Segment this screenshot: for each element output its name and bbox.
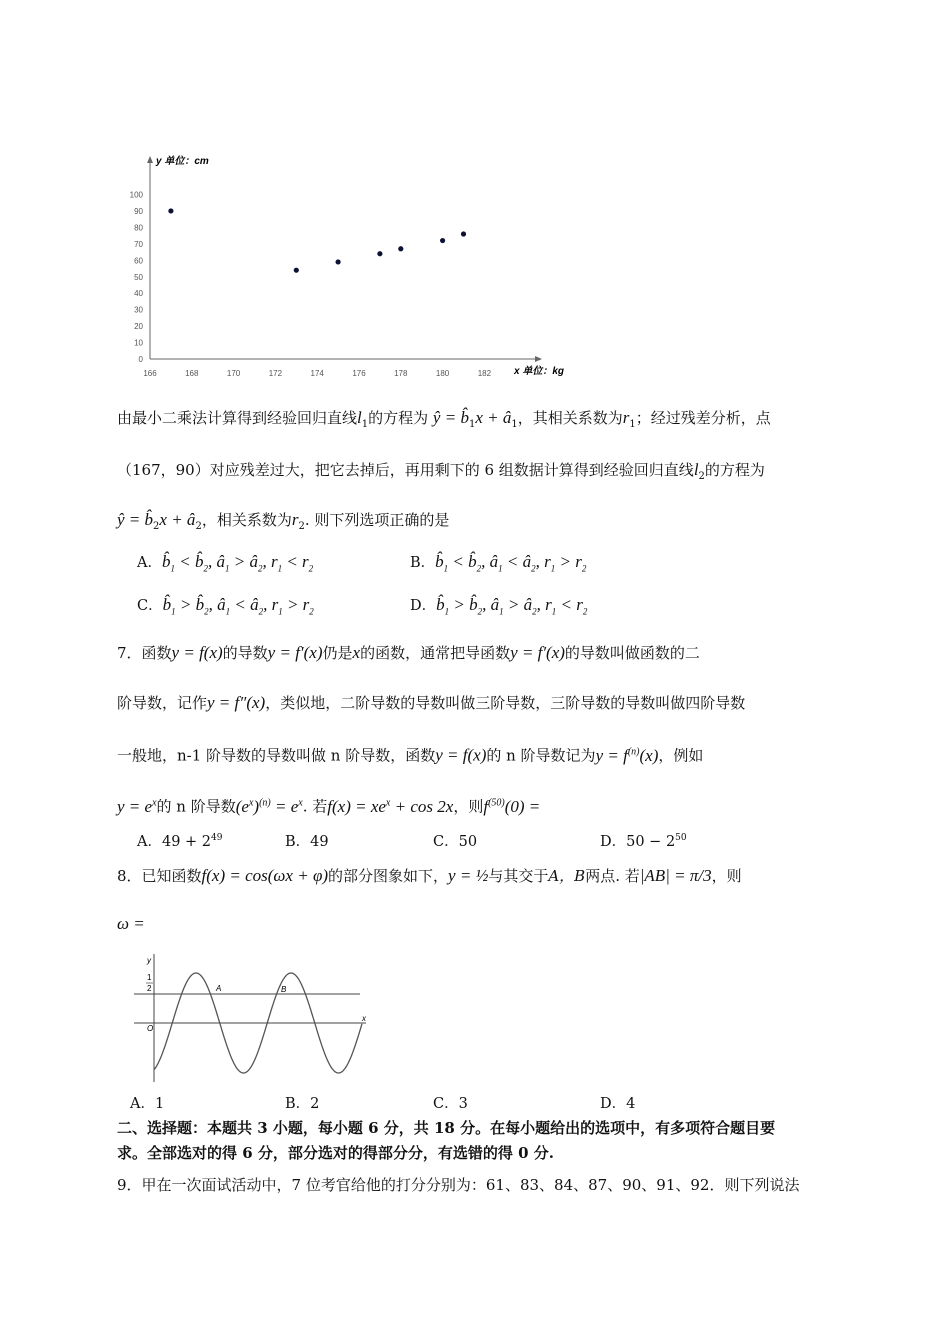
y-tick-label: 20 xyxy=(134,322,143,332)
x-tick-label: 172 xyxy=(268,369,283,378)
y-tick-label: 80 xyxy=(134,223,143,233)
x-tick-label: 170 xyxy=(226,369,241,378)
q6-line-3: ŷ = $b̂_2x$ + $â_2$，相关系数为$r_2$. 则下列选项正确的是 xyxy=(117,510,450,532)
y-tick-label: 50 xyxy=(134,272,143,282)
q8-option-b: B．2 xyxy=(285,1096,320,1112)
graph-half-numerator: 1 xyxy=(147,973,152,982)
cosine-graph xyxy=(128,950,378,1085)
q7-option-c: C．50 xyxy=(433,834,478,850)
q8-option-d: D．4 xyxy=(600,1096,636,1112)
y-tick-label: 100 xyxy=(130,190,143,200)
y-tick-label: 0 xyxy=(138,355,143,364)
q6-line-2: （167，90）对应残差过大，把它去掉后，再用剩下的 6 组数据计算得到经验回归直线$l_2$的方程为 xyxy=(117,460,765,482)
y-axis-arrow xyxy=(147,156,153,163)
x-tick-label: 174 xyxy=(310,369,324,378)
y-tick-label: 10 xyxy=(134,338,143,348)
x-axis-arrow xyxy=(535,356,542,362)
q7-line-2: 阶导数，记作y = f″(x)，类似地，二阶导数的导数叫做三阶导数，三阶导数的导数叫做四阶导数 xyxy=(117,693,746,712)
data-point xyxy=(294,268,299,273)
q6-option-d: D．$b̂_1$ > $b̂_2$, $â_1$ > $â_2$, $r_1 < r_2$ xyxy=(410,595,588,617)
q6-option-b: B．$b̂_1$ < $b̂_2$, $â_1$ < $â_2$, $r_1 > r_2$ xyxy=(410,552,587,574)
q9-line-1: 9．甲在一次面试活动中，7 位考官给他的打分分别为：61、83、84、87、90、91、92．则下列说法 xyxy=(117,1176,800,1194)
x-axis-label: x 单位：kg xyxy=(514,366,565,377)
data-point xyxy=(168,208,173,213)
chart-axes xyxy=(147,156,542,362)
graph-origin-label: O xyxy=(147,1024,154,1033)
x-tick-label: 176 xyxy=(352,369,366,378)
data-point xyxy=(440,238,445,243)
y-tick-label: 60 xyxy=(134,256,143,266)
q6-option-a: A．$b̂_1$ < $b̂_2$, $â_1$ > $â_2$, $r_1 < r_2$ xyxy=(137,552,314,574)
x-tick-label: 166 xyxy=(143,369,157,378)
q7-option-a: A．$49 + 2^{49}$ xyxy=(137,833,223,850)
y-axis-label: y 单位：cm xyxy=(156,156,209,167)
x-tick-label: 180 xyxy=(435,369,450,378)
section-2-line-2: 求。全部选对的得 6 分，部分选对的得部分分，有选错的得 0 分. xyxy=(117,1144,554,1162)
q7-option-b: B．49 xyxy=(285,834,329,850)
data-point xyxy=(377,251,382,256)
x-tick-label: 178 xyxy=(394,369,408,378)
x-tick-label: 168 xyxy=(185,369,199,378)
q7-option-d: D．$50 - 2^{50}$ xyxy=(600,833,687,850)
q8-line-2: ω = xyxy=(117,914,145,933)
data-point xyxy=(398,246,403,251)
q8-line-1: 8．已知函数f(x) = cos(ωx + φ)的部分图象如下，y = ½与其交于A，B两点. 若|AB| = π/3，则 xyxy=(117,866,742,885)
data-point xyxy=(461,231,466,236)
q7-line-4: $y = e^x$的 n 阶导数$(e^x)^{(n)} = e^x$. 若$f(x) = xe^x + \cos 2x$，则$f^{(50)}(0)$ = xyxy=(117,796,541,816)
graph-y-label: y xyxy=(147,956,151,965)
y-tick-label: 40 xyxy=(134,289,143,299)
q6-option-c: C．$b̂_1$ > $b̂_2$, $â_1$ < $â_2$, $r_1 > r_2$ xyxy=(137,595,314,617)
scatter-chart xyxy=(130,150,570,385)
y-tick-label: 70 xyxy=(134,239,143,249)
q8-option-a: A．1 xyxy=(130,1096,165,1112)
chart-ticks xyxy=(130,191,492,379)
y-tick-label: 30 xyxy=(134,305,143,315)
chart-points xyxy=(168,208,466,272)
graph-point-b: B xyxy=(281,985,287,994)
y-tick-label: 90 xyxy=(134,206,143,216)
q7-line-3: 一般地，n-1 阶导数的导数叫做 n 阶导数，函数y = f(x)的 n 阶导数记为$y = f^{(n)}(x)$，例如 xyxy=(117,745,704,765)
q8-option-c: C．3 xyxy=(433,1096,468,1112)
graph-half-denominator: 2 xyxy=(147,984,152,993)
data-point xyxy=(336,259,341,264)
graph-point-a: A xyxy=(216,984,222,993)
graph-x-label: x xyxy=(362,1014,366,1023)
q7-line-1: 7．函数y = f(x)的导数y = f′(x)仍是x的函数，通常把导函数y = f′(x)的导数叫做函数的二 xyxy=(117,643,700,662)
q6-line-1: 由最小二乘法计算得到经验回归直线$l_1$的方程为 ŷ = $b̂_1x$ + $â_1$，其相关系数为$r_1$；经过残差分析，点 xyxy=(117,408,771,430)
x-tick-label: 182 xyxy=(477,369,492,378)
section-2-line-1: 二、选择题：本题共 3 小题，每小题 6 分，共 18 分。在每小题给出的选项中，有多项符合题目要 xyxy=(117,1119,776,1137)
